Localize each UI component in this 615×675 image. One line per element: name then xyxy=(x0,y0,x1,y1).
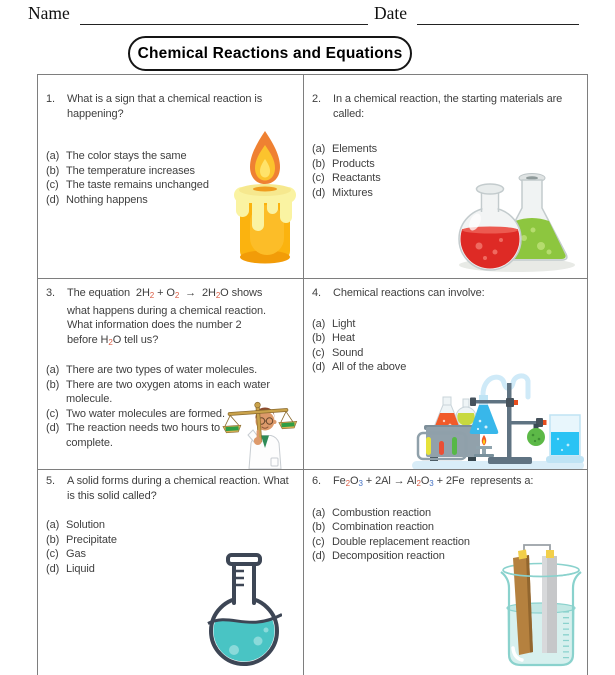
option-label: (d) xyxy=(312,550,326,562)
name-label: Name xyxy=(28,3,70,23)
option-a xyxy=(312,506,583,521)
option-b xyxy=(46,533,299,548)
options-list xyxy=(46,363,299,450)
worksheet-title: Chemical Reactions and Equations xyxy=(128,36,412,71)
question-text: A solid forms during a chemical reaction. What is this solid called? xyxy=(67,475,289,502)
option-b xyxy=(312,520,583,535)
question-cell-4 xyxy=(304,279,587,470)
question-number: 2. xyxy=(312,93,321,105)
question-text: The equation $2H_2 + O_2 \to 2H_2O$ shows what happens during a chemical reaction. What information does the number 2 before $H_2O$ tell us? xyxy=(67,287,267,347)
option-label: (a) xyxy=(46,364,60,376)
option-text: Heat xyxy=(332,332,355,344)
option-label: (c) xyxy=(46,548,59,560)
option-label: (a) xyxy=(312,143,326,155)
question-number: 5. xyxy=(46,475,55,487)
option-label: (b) xyxy=(46,378,60,391)
option-text: Combustion reaction xyxy=(332,506,431,519)
question-number: 1. xyxy=(46,93,55,105)
option-text: Light xyxy=(332,317,356,330)
option-c xyxy=(312,535,583,550)
option-label: (b) xyxy=(46,533,60,546)
option-c xyxy=(46,547,299,562)
option-text: Two water molecules are formed. xyxy=(66,407,225,420)
option-text: Double replacement reaction xyxy=(332,535,470,548)
option-text: There are two types of water molecules. xyxy=(66,364,258,376)
option-label: (d) xyxy=(46,562,60,575)
option-a xyxy=(46,363,299,378)
option-d xyxy=(312,186,583,201)
option-text: Combination reaction xyxy=(332,521,434,533)
option-d xyxy=(46,193,299,208)
option-d xyxy=(312,549,583,564)
option-text: The reaction needs two hours to complete. xyxy=(66,422,221,449)
option-label: (d) xyxy=(46,193,60,206)
question-text: Chemical reactions can involve: xyxy=(333,287,485,299)
option-c xyxy=(46,178,299,193)
option-label: (b) xyxy=(46,164,60,177)
question-cell-2 xyxy=(304,75,587,279)
option-d xyxy=(46,421,299,450)
option-b xyxy=(46,164,299,179)
question-text: What is a sign that a chemical reaction is happening? xyxy=(67,93,263,120)
question-number: 6. xyxy=(312,475,321,487)
option-text: All of the above xyxy=(332,361,407,373)
name-blank-line xyxy=(80,2,368,25)
option-label: (b) xyxy=(312,157,326,170)
option-a xyxy=(312,142,583,157)
option-text: Gas xyxy=(66,548,86,560)
option-label: (c) xyxy=(46,179,59,191)
date-blank-line xyxy=(417,2,579,25)
option-d xyxy=(46,562,299,577)
options-list xyxy=(312,317,583,375)
option-d xyxy=(312,360,583,375)
options-list xyxy=(46,149,299,207)
option-a xyxy=(312,317,583,332)
question-cell-1 xyxy=(38,75,304,279)
option-label: (a) xyxy=(312,317,326,330)
question-text: $Fe_2O_3 + 2Al \to Al_2O_3 + 2Fe$ represents a: xyxy=(333,475,534,488)
option-b xyxy=(312,157,583,172)
option-c xyxy=(46,407,299,422)
option-c xyxy=(312,346,583,361)
option-label: (d) xyxy=(312,186,326,199)
option-text: The color stays the same xyxy=(66,150,187,162)
option-label: (d) xyxy=(312,361,326,373)
option-label: (c) xyxy=(46,407,59,420)
option-label: (a) xyxy=(312,506,326,519)
option-text: The temperature increases xyxy=(66,164,195,177)
option-text: Reactants xyxy=(332,172,381,184)
option-text: Nothing happens xyxy=(66,193,148,206)
options-list xyxy=(312,142,583,200)
question-cell-6 xyxy=(304,470,587,675)
option-label: (d) xyxy=(46,422,60,434)
option-text: Decomposition reaction xyxy=(332,550,445,562)
option-label: (b) xyxy=(312,332,326,344)
option-label: (a) xyxy=(46,519,60,531)
option-label: (c) xyxy=(312,535,325,548)
option-text: Solution xyxy=(66,519,105,531)
option-b xyxy=(312,331,583,346)
options-list xyxy=(312,506,583,564)
option-text: Sound xyxy=(332,346,364,359)
question-number: 4. xyxy=(312,287,321,299)
option-c xyxy=(312,171,583,186)
question-cell-3 xyxy=(38,279,304,470)
date-label: Date xyxy=(374,3,408,23)
option-a xyxy=(46,149,299,164)
option-label: (a) xyxy=(46,150,60,162)
option-b xyxy=(46,378,299,407)
question-number: 3. xyxy=(46,287,55,299)
option-label: (c) xyxy=(312,346,325,359)
question-text: In a chemical reaction, the starting materials are called: xyxy=(333,93,563,120)
option-text: Liquid xyxy=(66,562,95,575)
option-label: (c) xyxy=(312,172,325,184)
option-text: There are two oxygen atoms in each water molecule. xyxy=(66,378,270,405)
lab-equipment-illustration xyxy=(412,369,584,470)
options-list xyxy=(46,518,299,576)
option-text: Mixtures xyxy=(332,186,373,199)
option-text: The taste remains unchanged xyxy=(66,179,209,191)
question-cell-5 xyxy=(38,470,304,675)
question-grid xyxy=(37,74,588,675)
option-text: Precipitate xyxy=(66,533,117,546)
option-text: Products xyxy=(332,157,375,170)
option-text: Elements xyxy=(332,143,378,155)
option-label: (b) xyxy=(312,521,326,533)
option-a xyxy=(46,518,299,533)
